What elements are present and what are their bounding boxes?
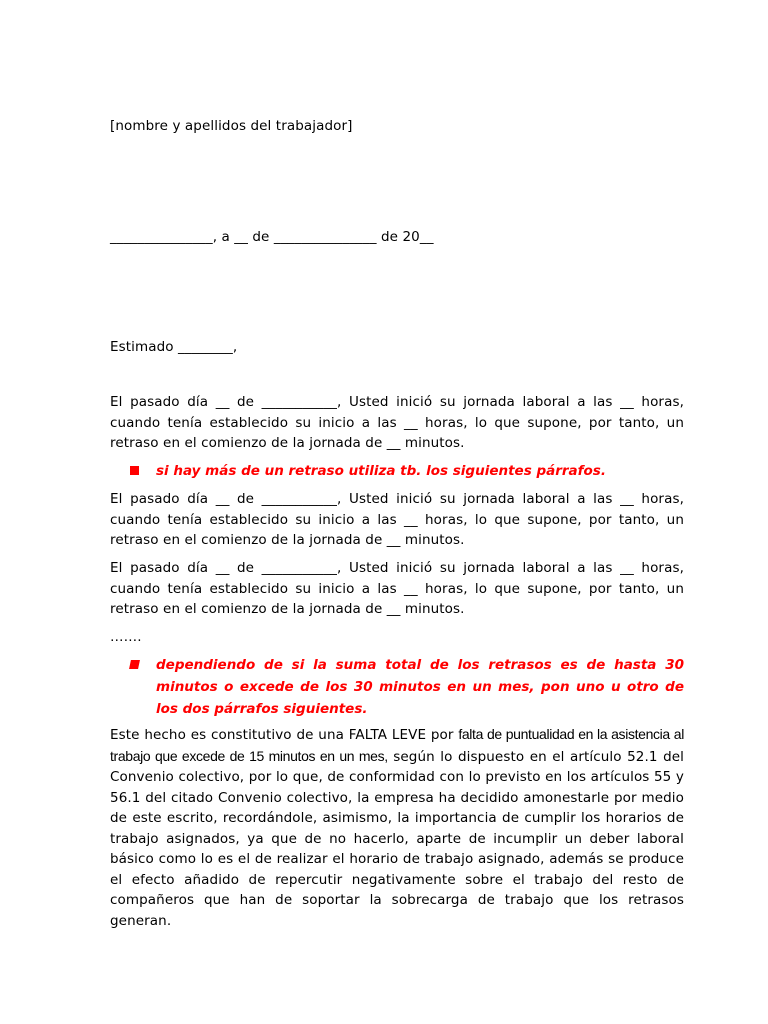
note-multiple-delays — [130, 460, 684, 482]
delay-paragraph-1: El pasado día __ de ___________, Usted inició su jornada laboral a las __ horas, cuando tenía establecido su inicio a las __ horas, lo que supone, por tanto, un retraso en el comienzo de la jornada de __ minutos. — [110, 394, 684, 451]
sanction-paragraph-offense: falta de puntualidad en la asistencia al trabajo que excede de 15 minutos en un mes, — [110, 726, 684, 764]
note-multiple-delays-text: si hay más de un retraso utiliza tb. los siguientes párrafos. — [156, 463, 606, 479]
sanction-paragraph-body: según lo dispuesto en el artículo 52.1 del Convenio colectivo, por lo que, de conformidad con lo previsto en los artículos 55 y 56.1 del citado Convenio colectivo, la empresa ha decidido amonestarle por medio de este escrito, recordándole, asimismo, la importancia de cumplir los horarios de trabajo asignados, ya que de no hacerlo, aparte de incumplir un deber laboral básico como lo es el de realizar el horario de trabajo asignado, además se produce el efecto añadido de repercutir negativamente sobre el trabajo del resto de compañeros que han de soportar la sobrecarga de trabajo que los retrasos generan. — [110, 748, 684, 929]
delay-paragraph-2: El pasado día __ de ___________, Usted inició su jornada laboral a las __ horas, cuando tenía establecido su inicio a las __ horas, lo que supone, por tanto, un retraso en el comienzo de la jornada de __ minutos. — [110, 491, 684, 548]
worker-name-placeholder: [nombre y apellidos del trabajador] — [110, 118, 353, 134]
letter-page — [110, 0, 684, 1024]
sanction-paragraph — [110, 724, 684, 931]
greeting: Estimado ________, — [110, 339, 238, 355]
place-date-line: _______________, a __ de _______________ de 20__ — [110, 229, 434, 245]
delay-paragraph-3: El pasado día __ de ___________, Usted inició su jornada laboral a las __ horas, cuando tenía establecido su inicio a las __ horas, lo que supone, por tanto, un retraso en el comienzo de la jornada de __ minutos. — [110, 560, 684, 617]
red-square-bullet-icon — [129, 660, 140, 669]
note-sum-of-delays-text: dependiendo de si la suma total de los retrasos es de hasta 30 minutos o excede de los 30 minutos en un mes, pon uno u otro de los dos párrafos siguientes. — [156, 657, 684, 717]
red-square-bullet-icon — [130, 466, 139, 475]
ellipsis: ……. — [110, 629, 142, 645]
note-sum-of-delays — [130, 654, 684, 720]
sanction-paragraph-intro: Este hecho es constitutivo de una FALTA LEVE por — [110, 727, 459, 743]
